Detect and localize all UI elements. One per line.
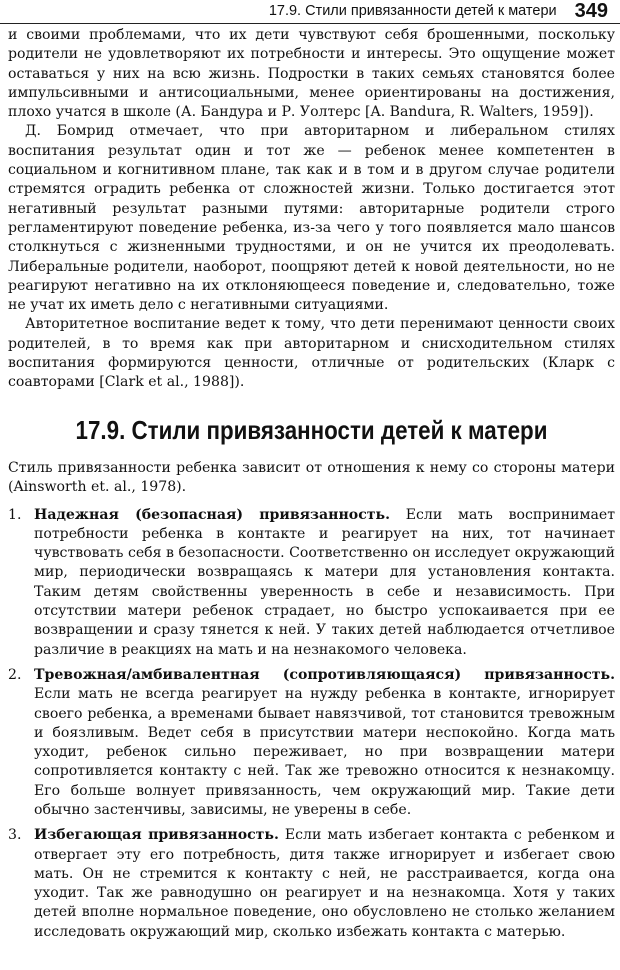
list-number: 3.: [8, 827, 22, 844]
page-body: [8, 26, 615, 948]
list-number: 2.: [8, 666, 22, 683]
list-number: 1.: [8, 506, 22, 523]
section-heading: 17.9. Стили привязанности детей к матери: [75, 414, 548, 445]
list-text: Если мать воспринимает потребности ребенка в контакте и реагирует на них, тот начинает чувствовать себя в безопасности. Соответственно он исследует окружающий мир, периодически возвращаясь к матери для установления контакта. Таким детям свойственны уверенность в себе и независимость. При отсутствии матери ребенок страдает, но быстро успокаивается при ее возвращении и сразу тянется к ней. У таких детей наблюдается отчетливое различие в реакциях на мать и на незнакомого человека.: [34, 506, 615, 658]
running-head: [0, 0, 608, 22]
list-item-avoidant: [8, 826, 615, 942]
list-term: Тревожная/амбивалентная (сопротивляющаяся) привязанность.: [34, 666, 615, 683]
paragraph-continued: и своими проблемами, что их дети чувствуют себя брошенными, поскольку родители не удовлетворяют их потребности и интересы. Это ощущение может оставаться у них на всю жизнь. Подростки в таких семьях становятся более импульсивными и антисоциальными, менее ориентированы на достижения, плохо учатся в школе (А. Бандура и Р. Уолтерс [A. Bandura, R. Walters, 1959]).: [8, 27, 615, 121]
paragraph-baumrind: Д. Бомрид отмечает, что при авторитарном и либеральном стилях воспитания результат один и тот же — ребенок менее компетентен в социальном и когнитивном плане, так как и в том и в другом случае родители стремятся оградить ребенка от сложностей жизни. Только достигается этот негативный результат разными путями: авторитарные родители строго регламентируют поведение ребенка, из-за чего у того появляется мало шансов столкнуться с жизненными трудностями, и он не учится их преодолевать. Либеральные родители, наоборот, поощряют детей к новой деятельности, но не реагируют негативно на их отклоняющееся поведение и, следовательно, тоже не учат их иметь дело с негативными ситуациями.: [8, 123, 615, 314]
running-head-title: 17.9. Стили привязанности детей к матери: [268, 3, 557, 19]
paragraph-authoritative: Авторитетное воспитание ведет к тому, что дети перенимают ценности своих родителей, в то время как при авторитарном и снисходительном стилях воспитания формируются ценности, отличные от родительских (Кларк с соавторами [Clark et al., 1988]).: [8, 316, 615, 391]
list-text: Если мать не всегда реагирует на нужду ребенка в контакте, игнорирует своего ребенка, а временами бывает навязчивой, тот становится тревожным и боязливым. Ведет себя в присутствии матери неспокойно. Когда мать уходит, ребенок сильно переживает, но при возвращении матери сопротивляется контакту с ней. Так же тревожно относится к незнакомцу. Его больше волнует привязанность, чем окружающий мир. Такие дети обычно застенчивы, зависимы, не уверены в себе.: [34, 686, 615, 818]
list-item-secure: [8, 506, 615, 660]
section-intro: Стиль привязанности ребенка зависит от отношения к нему со стороны матери (Ainsworth et. al., 1978).: [8, 459, 615, 496]
list-term: Избегающая привязанность.: [34, 827, 279, 844]
list-text: Если мать избегает контакта с ребенком и отвергает эту его потребность, дитя также игнорирует и избегает свою мать. Он не стремится к контакту с ней, не расстраивается, когда она уходит. Так же равнодушно он реагирует и на незнакомца. Хотя у таких детей вполне нормальное поведение, оно обусловлено не столько желанием исследовать окружающий мир, сколько избежать контакта с матерью.: [34, 827, 616, 940]
header-rule: [0, 23, 620, 24]
page-number: 349: [574, 0, 608, 22]
attachment-styles-list: [8, 506, 615, 943]
list-term: Надежная (безопасная) привязанность.: [34, 506, 390, 523]
list-item-anxious: [8, 666, 615, 820]
